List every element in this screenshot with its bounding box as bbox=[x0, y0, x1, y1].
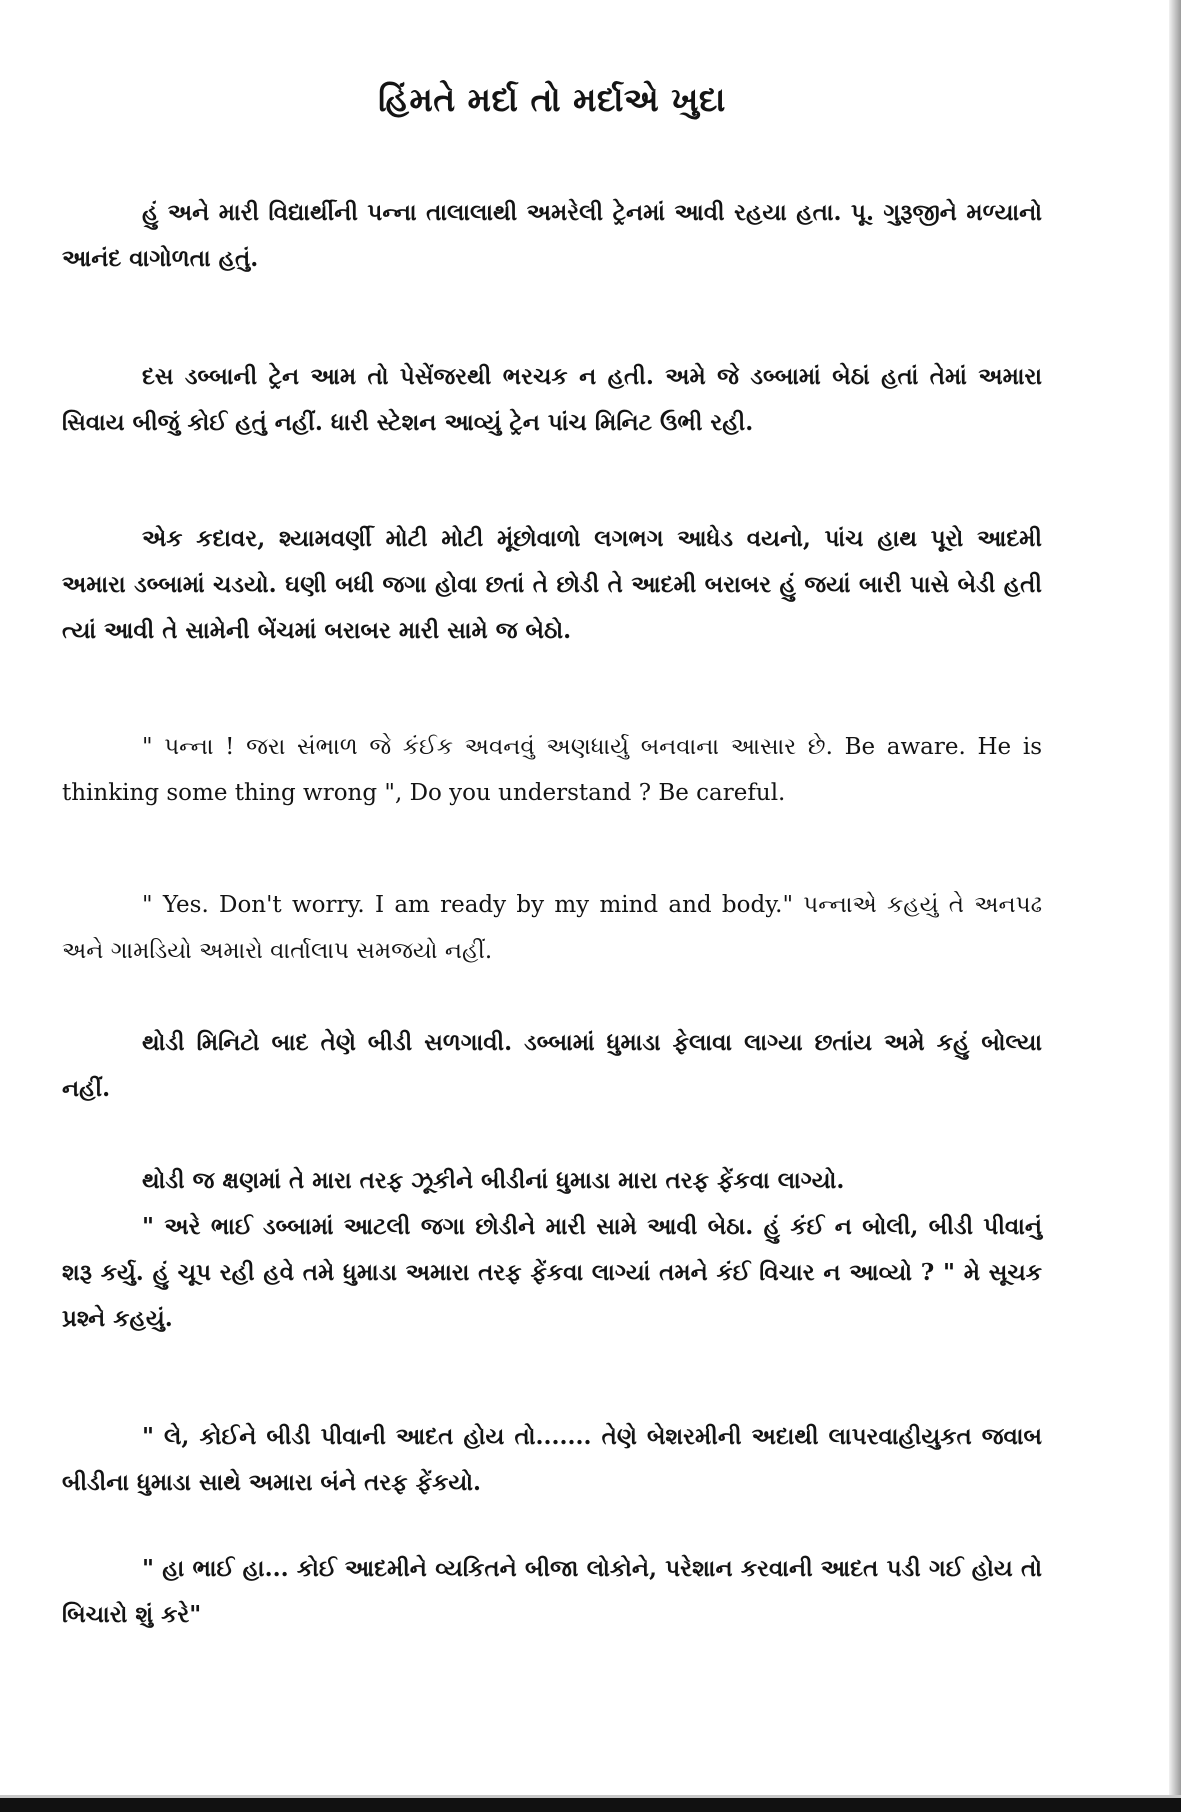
paragraph-3: એક કદાવર, શ્યામવર્ણી મોટી મોટી મૂંછોવાળો લગભગ આધેડ વયનો, પાંચ હાથ પૂરો આદમી અમારા ડબ્બામાં ચડયો. ઘણી બધી જગા હોવા છતાં તે છોડી તે આદમી બરાબર હું જયાં બારી પાસે બેડી હતી ત્યાં આવી તે સામેની બેંચમાં બરાબર મારી સામે જ બેઠો. bbox=[62, 525, 1042, 644]
paragraph-7: થોડી જ ક્ષણમાં તે મારા તરફ ઝૂકીને બીડીનાં ધુમાડા મારા તરફ ફેંકવા લાગ્યો. bbox=[142, 1167, 845, 1194]
paragraph-8: " અરે ભાઈ ડબ્બામાં આટલી જગા છોડીને મારી સામે આવી બેઠા. હું કંઈ ન બોલી, બીડી પીવાનું શરૂ કર્યુ. હું ચૂપ રહી હવે તમે ધુમાડા અમારા તરફ ફેંકવા લાગ્યાં તમને કંઈ વિચાર ન આવ્યો ? " મે સૂચક પ્રશ્ને કહયું. bbox=[62, 1213, 1042, 1332]
paragraph-4: " પન્ના ! જરા સંભાળ જે કંઈક અવનવું અણધાર્યુ બનવાના આસાર છે. Be aware. He is thinking some thing wrong ", Do you understand ? Be careful. bbox=[62, 734, 1042, 806]
page-bottom-edge bbox=[0, 1798, 1181, 1812]
page-content bbox=[62, 80, 1042, 1638]
paragraph-2: દસ ડબ્બાની ટ્રેન આમ તો પેસેંજરથી ભરચક ન હતી. અમે જે ડબ્બામાં બેઠાં હતાં તેમાં અમારા સિવાય બીજું કોઈ હતું નહીં. ધારી સ્ટેશન આવ્યું ટ્રેન પાંચ મિનિટ ઉભી રહી. bbox=[62, 363, 1042, 436]
paragraph-5: " Yes. Don't worry. I am ready by my mind and body." પન્નાએ કહયું તે અનપઢ અને ગામડિયો અમારો વાર્તાલાપ સમજયો નહીં. bbox=[62, 892, 1042, 964]
paragraph-1: હું અને મારી વિદ્યાર્થીની પન્ના તાલાલાથી અમરેલી ટ્રેનમાં આવી રહયા હતા. પૂ. ગુરૂજીને મળ્યાનો આનંદ વાગોળતા હતું. bbox=[62, 199, 1042, 272]
paragraph-6: થોડી મિનિટો બાદ તેણે બીડી સળગાવી. ડબ્બામાં ધુમાડા ફેલાવા લાગ્યા છતાંય અમે કહું બોલ્યા નહીં. bbox=[62, 1029, 1042, 1102]
paragraph-10: " હા ભાઈ હા... કોઈ આદમીને વ્યકિતને બીજા લોકોને, પરેશાન કરવાની આદત પડી ગઈ હોય તો બિચારો શું કરે" bbox=[62, 1555, 1042, 1628]
paragraph-9: " લે, કોઈને બીડી પીવાની આદત હોય તો....... તેણે બેશરમીની અદાથી લાપરવાહીયુકત જવાબ બીડીના ધુમાડા સાથે અમારા બંને તરફ ફેંકયો. bbox=[62, 1423, 1042, 1496]
document-title: હિંમતે મર્દા તો મર્દાએ ખુદા bbox=[378, 80, 726, 119]
page-right-edge bbox=[1169, 0, 1181, 1812]
